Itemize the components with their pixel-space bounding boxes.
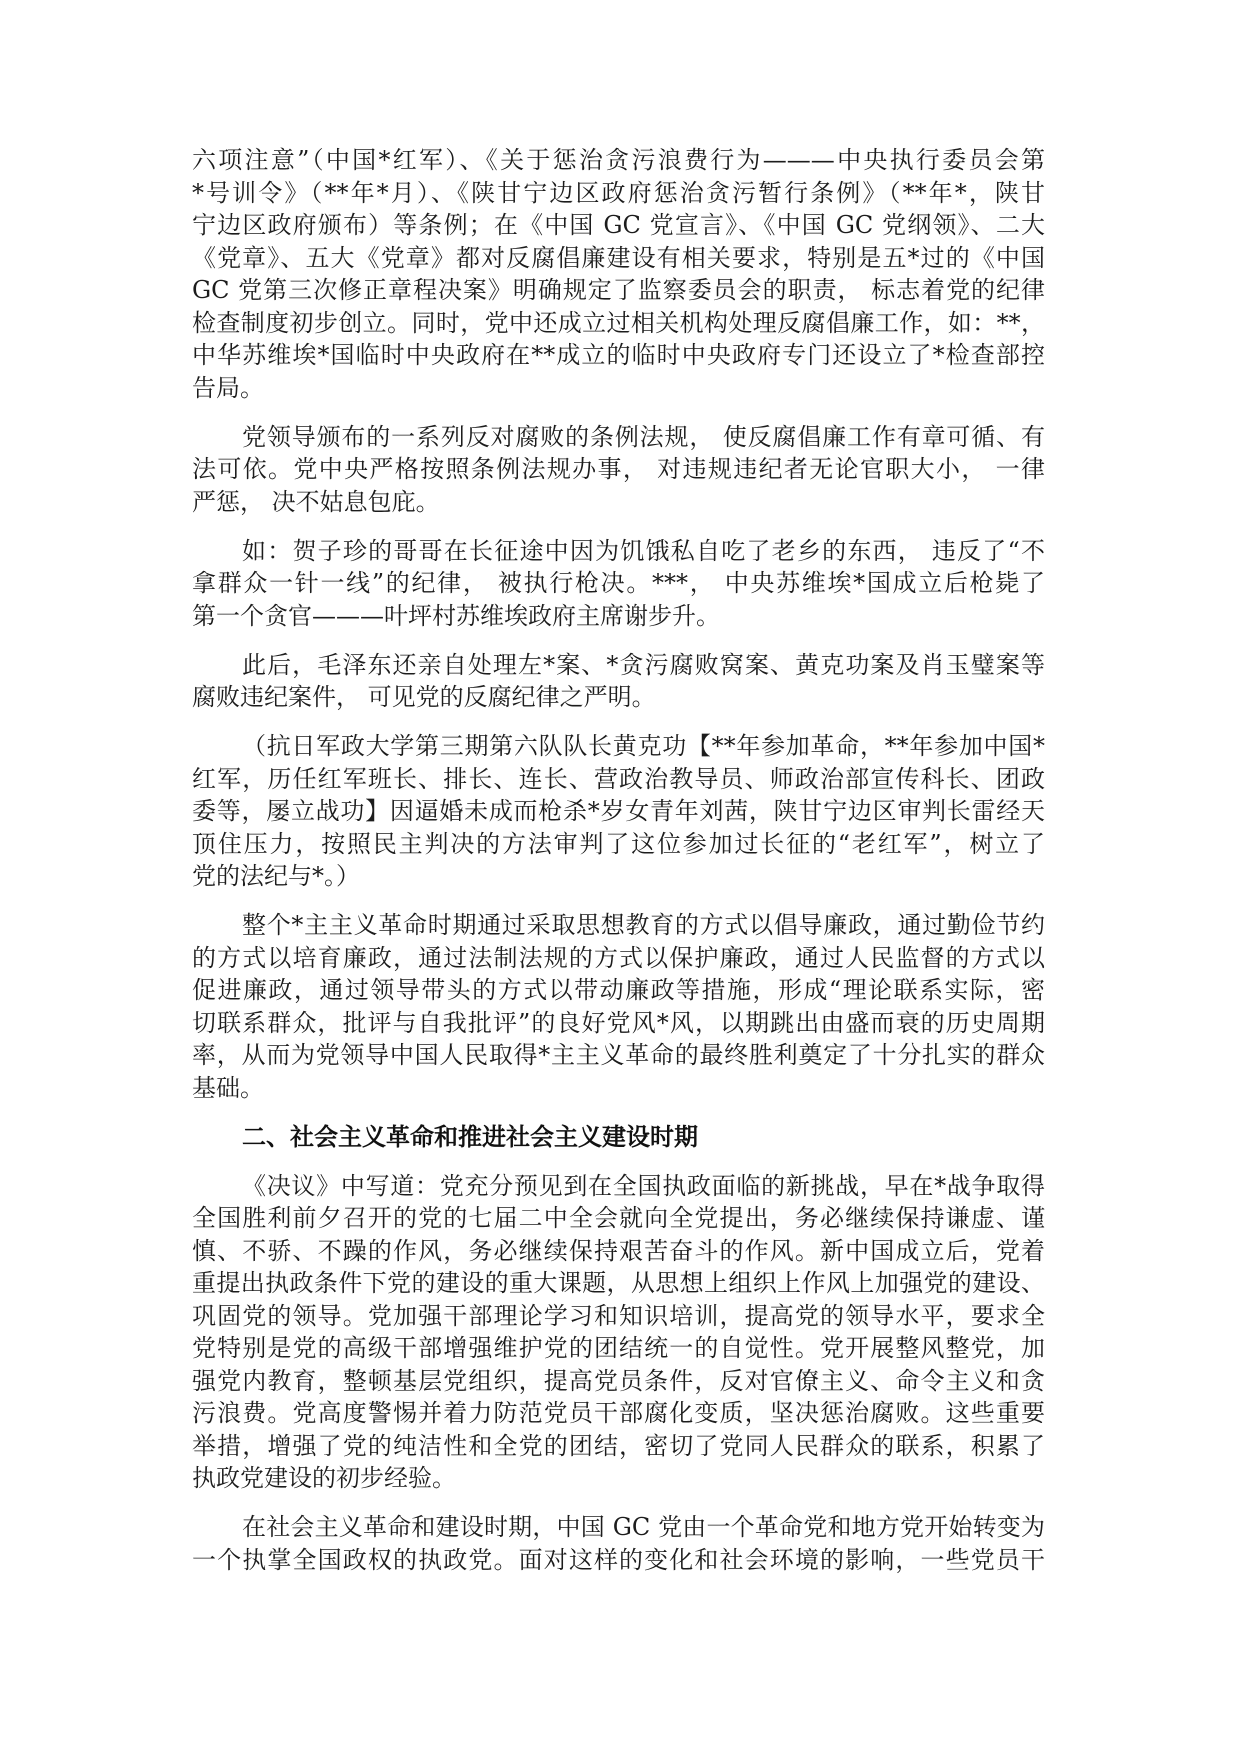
text-line: GC 党第三次修正章程决案》明确规定了监察委员会的职责， 标志着党的纪律	[192, 276, 1045, 304]
text-line: 在社会主义革命和建设时期，中国 GC 党由一个革命党和地方党开始转变为	[242, 1513, 1045, 1541]
text-line: 宁边区政府颁布）等条例；在《中国 GC 党宣言》、《中国 GC 党纲领》、二大	[192, 211, 1045, 239]
text-line: 委等，屡立战功】因逼婚未成而枪杀*岁女青年刘茜，陕甘宁边区审判长雷经天	[192, 797, 1045, 825]
text-line: 六项注意”（中国*红军）、《关于惩治贪污浪费行为———中央执行委员会第	[192, 146, 1045, 174]
text-line: 慎、不骄、不躁的作风，务必继续保持艰苦奋斗的作风。新中国成立后，党着	[192, 1237, 1045, 1265]
text-line: 党的法纪与*。）	[192, 862, 360, 890]
text-line: 拿群众一针一线”的纪律， 被执行枪决。***， 中央苏维埃*国成立后枪毙了	[192, 569, 1045, 597]
text-line: 切联系群众，批评与自我批评”的良好党风*风，以期跳出由盛而衰的历史周期	[192, 1009, 1045, 1037]
text-line: 检查制度初步创立。同时，党中还成立过相关机构处理反腐倡廉工作，如：**，	[192, 309, 1045, 337]
text-line: 顶住压力，按照民主判决的方法审判了这位参加过长征的“老红军”，树立了	[192, 830, 1045, 858]
text-line: 污浪费。党高度警惕并着力防范党员干部腐化变质，坚决惩治腐败。这些重要	[192, 1399, 1045, 1427]
text-line: 第一个贪官———叶坪村苏维埃政府主席谢步升。	[192, 602, 720, 630]
text-line: 整个*主主义革命时期通过采取思想教育的方式以倡导廉政，通过勤俭节约	[242, 911, 1045, 939]
text-line: 严惩， 决不姑息包庇。	[192, 488, 440, 516]
text-line: （抗日军政大学第三期第六队队长黄克功【**年参加革命，**年参加中国*	[242, 732, 1045, 760]
text-line: 党特别是党的高级干部增强维护党的团结统一的自觉性。党开展整风整党，加	[192, 1334, 1045, 1362]
text-line: 《决议》中写道：党充分预见到在全国执政面临的新挑战，早在*战争取得	[242, 1172, 1045, 1200]
text-line: *号训令》（**年*月）、《陕甘宁边区政府惩治贪污暂行条例》（**年*，陕甘	[192, 179, 1045, 207]
text-line: 的方式以培育廉政，通过法制法规的方式以保护廉政，通过人民监督的方式以	[192, 944, 1045, 972]
text-line: 执政党建设的初步经验。	[192, 1464, 456, 1492]
text-line: 如：贺子珍的哥哥在长征途中因为饥饿私自吃了老乡的东西， 违反了“不	[242, 537, 1045, 565]
heading-text: 二、社会主义革命和推进社会主义建设时期	[242, 1123, 698, 1151]
text-line: 腐败违纪案件， 可见党的反腐纪律之严明。	[192, 683, 656, 711]
text-line: 中华苏维埃*国临时中央政府在**成立的临时中央政府专门还设立了*检查部控	[192, 341, 1045, 369]
text-line: 举措，增强了党的纯洁性和全党的团结，密切了党同人民群众的联系，积累了	[192, 1432, 1045, 1460]
text-line: 巩固党的领导。党加强干部理论学习和知识培训，提高党的领导水平，要求全	[192, 1302, 1045, 1330]
text-line: 强党内教育，整顿基层党组织，提高党员条件，反对官僚主义、命令主义和贪	[192, 1367, 1045, 1395]
text-line: 一个执掌全国政权的执政党。面对这样的变化和社会环境的影响，一些党员干	[192, 1546, 1045, 1574]
text-line: 基础。	[192, 1074, 264, 1102]
text-line: 党领导颁布的一系列反对腐败的条例法规， 使反腐倡廉工作有章可循、有	[242, 423, 1045, 451]
text-line: 此后，毛泽东还亲自处理左*案、*贪污腐败窝案、黄克功案及肖玉璧案等	[242, 651, 1045, 679]
text-line: 法可依。党中央严格按照条例法规办事， 对违规违纪者无论官职大小， 一律	[192, 455, 1045, 483]
text-line: 红军，历任红军班长、排长、连长、营政治教导员、师政治部宣传科长、团政	[192, 765, 1045, 793]
text-line: 促进廉政，通过领导带头的方式以带动廉政等措施，形成“理论联系实际，密	[192, 976, 1045, 1004]
text-line: 全国胜利前夕召开的党的七届二中全会就向全党提出，务必继续保持谦虚、谨	[192, 1204, 1045, 1232]
text-line: 《党章》、五大《党章》都对反腐倡廉建设有相关要求，特别是五*过的《中国	[192, 244, 1045, 272]
text-line: 率，从而为党领导中国人民取得*主主义革命的最终胜利奠定了十分扎实的群众	[192, 1041, 1045, 1069]
text-line: 告局。	[192, 374, 264, 402]
text-line: 重提出执政条件下党的建设的重大课题，从思想上组织上作风上加强党的建设、	[192, 1269, 1045, 1297]
